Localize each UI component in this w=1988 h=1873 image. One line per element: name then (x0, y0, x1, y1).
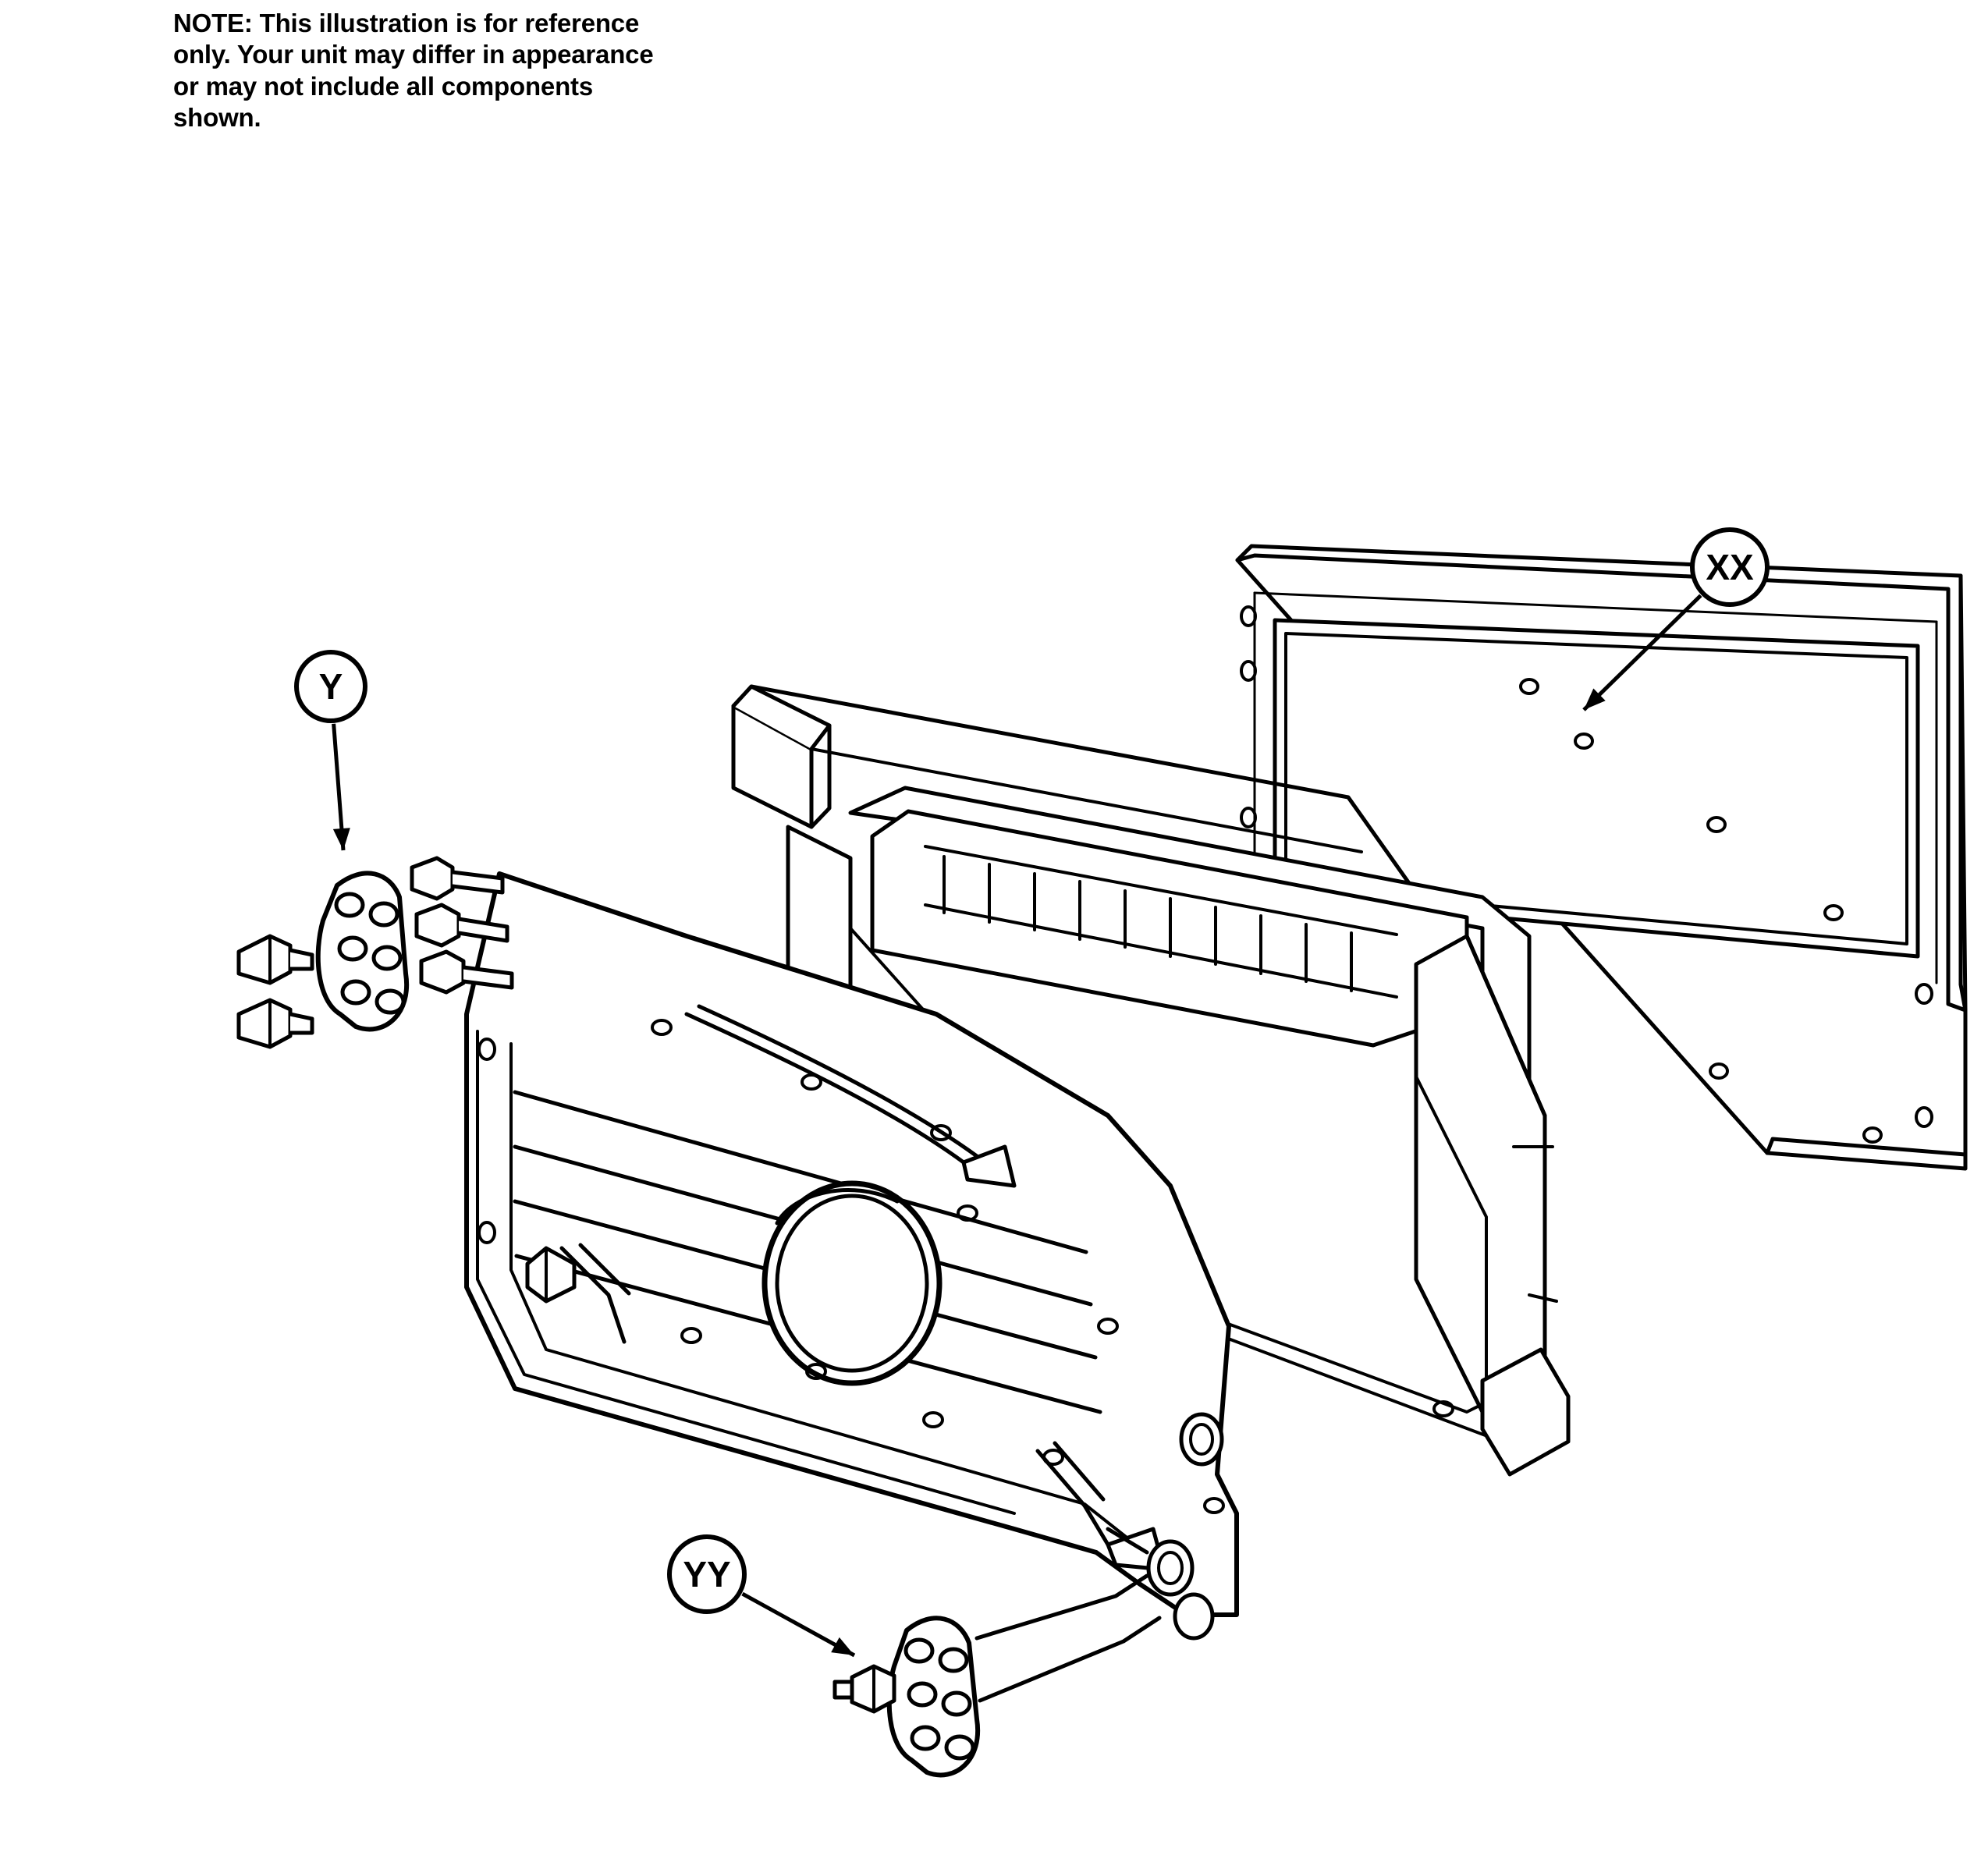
callout-arrowhead (831, 1637, 854, 1655)
callout-label-yy: YY (683, 1554, 731, 1595)
part-lower-fastener-cluster (835, 1576, 1159, 1775)
callout-label-y: Y (318, 666, 343, 707)
callout-label-xx: XX (1706, 547, 1754, 587)
callout-bubble-yy (669, 1537, 854, 1655)
reference-note: NOTE: This illustration is for reference only. Your unit may differ in appearance or may not include all components shown. (173, 9, 654, 132)
callout-bubble-y (296, 652, 365, 850)
part-cover-plate-gasket (1237, 546, 1965, 1169)
